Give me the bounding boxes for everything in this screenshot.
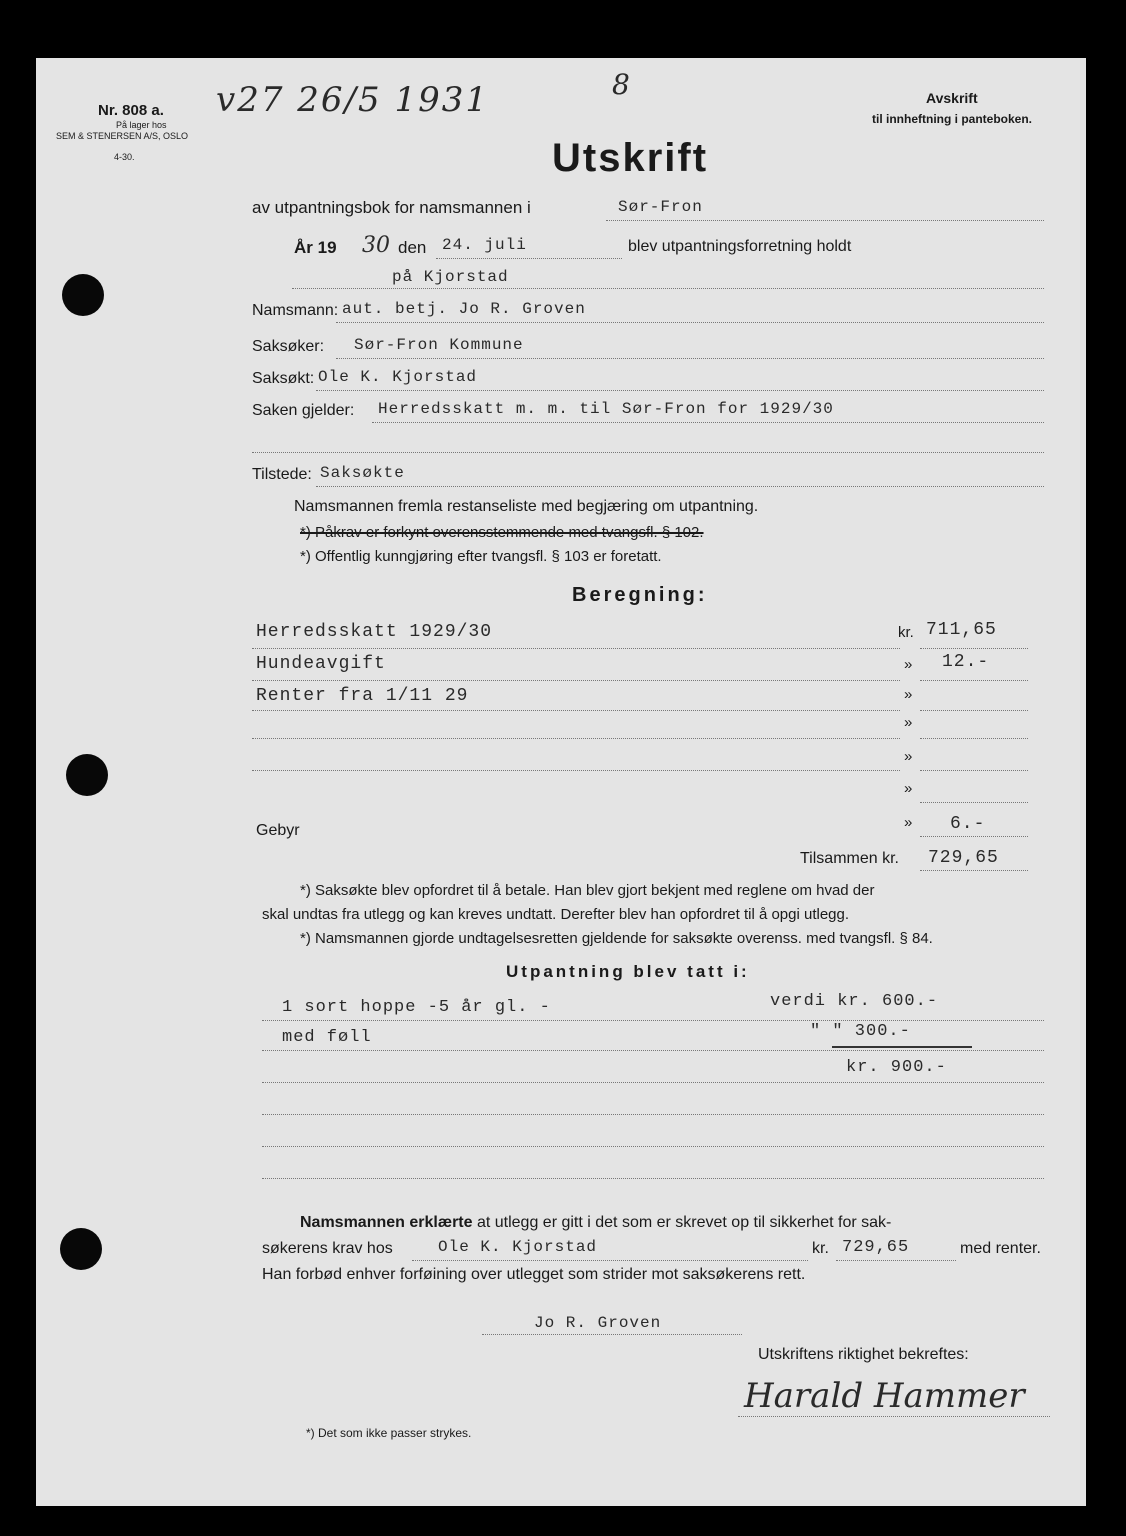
declaration-kr-label: kr. (812, 1240, 829, 1257)
declaration-amount: 729,65 (842, 1238, 910, 1257)
printer-line-3: 4-30. (114, 152, 135, 162)
punch-hole-bottom (60, 1228, 102, 1270)
printer-line-1: På lager hos (116, 120, 167, 130)
declaration-line-1 (300, 1214, 891, 1232)
date-suffix: blev utpantningsforretning holdt (628, 238, 852, 255)
avskrift-subtitle: til innheftning i panteboken. (872, 112, 1032, 126)
ditto-mark-1: » (904, 656, 913, 673)
punch-hole-top (62, 274, 104, 316)
namsmann-label: Namsmann: (252, 302, 339, 319)
saksokt-value: Ole K. Kjorstad (318, 368, 478, 386)
utpantning-item-2: med føll (282, 1028, 372, 1047)
note-line-3: *) Namsmannen gjorde undtagelsesretten gjeldende for saksøkte overenss. med tvangsfl. § 84. (300, 930, 933, 947)
statement-kunngjoring: *) Offentlig kunngjøring efter tvangsfl. § 103 er foretatt. (300, 548, 662, 565)
utpantning-item-1-value: verdi kr. 600.- (770, 992, 939, 1011)
intro-value: Sør-Fron (618, 198, 703, 216)
saksokt-label: Saksøkt: (252, 370, 315, 387)
den-label: den (398, 238, 427, 257)
tilstede-value: Saksøkte (320, 464, 405, 482)
place-value: på Kjorstad (392, 268, 509, 286)
date-value: 24. juli (442, 236, 527, 254)
declaration-line-2-pre: søkerens krav hos (262, 1240, 393, 1257)
namsmann-value: aut. betj. Jo R. Groven (342, 300, 586, 318)
item-hundeavgift: Hundeavgift (256, 654, 386, 674)
note-line-1: *) Saksøkte blev opfordret til å betale. Han blev gjort bekjent med reglene om hvad der (300, 882, 875, 899)
form-number: Nr. 808 a. (98, 102, 164, 119)
saken-label: Saken gjelder: (252, 402, 355, 419)
amount-hundeavgift: 12.- (942, 652, 990, 672)
total-label: Tilsammen kr. (800, 850, 899, 867)
gebyr-label: Gebyr (256, 822, 300, 839)
saksoker-value: Sør-Fron Kommune (354, 336, 524, 354)
certification-label: Utskriftens riktighet bekreftes: (758, 1346, 969, 1363)
note-line-2: skal undtas fra utlegg og kan kreves undtatt. Derefter blev han opfordret til å opgi utlegg. (262, 906, 850, 923)
year-value: 30 (362, 233, 390, 258)
declaration-line-1-rest: at utlegg er gitt i det som er skrevet op til sikkerhet for sak- (476, 1214, 892, 1231)
total-amount: 729,65 (928, 848, 999, 868)
ditto-mark-6: » (904, 814, 913, 831)
saken-value: Herredsskatt m. m. til Sør-Fron for 1929/30 (378, 400, 834, 418)
year-label: År 19 (294, 238, 337, 257)
handwritten-reference: v27 26/5 1931 (216, 80, 489, 120)
page-number: 8 (612, 68, 630, 101)
ditto-mark-2: » (904, 686, 913, 703)
statement-pakrav-struck: *) Påkrav er forkynt overensstemmende med tvangsfl. § 102. (300, 524, 704, 541)
declaration-debtor: Ole K. Kjorstad (438, 1238, 598, 1256)
currency-label: kr. (898, 624, 914, 641)
document-page (36, 58, 1086, 1506)
gebyr-amount: 6.- (950, 814, 986, 834)
item-herredsskatt: Herredsskatt 1929/30 (256, 622, 493, 642)
intro-label: av utpantningsbok for namsmannen i (252, 198, 531, 217)
saksoker-label: Saksøker: (252, 338, 325, 355)
printer-line-2: SEM & STENERSEN A/S, OSLO (56, 131, 189, 141)
beregning-heading: Beregning: (572, 584, 708, 606)
punch-hole-middle (66, 754, 108, 796)
amount-herredsskatt: 711,65 (926, 620, 997, 640)
avskrift-title: Avskrift (926, 90, 978, 106)
declaration-line-3: Han forbød enhver forføining over utlegget som strider mot saksøkerens rett. (262, 1266, 806, 1283)
utpantning-heading: Utpantning blev tatt i: (506, 962, 750, 981)
declaration-line-2-post: med renter. (960, 1240, 1041, 1257)
utpantning-sum: kr. 900.- (846, 1058, 947, 1077)
tilstede-label: Tilstede: (252, 466, 312, 483)
declaration-bold: Namsmannen erklærte (300, 1214, 473, 1231)
statement-restanseliste: Namsmannen fremla restanseliste med begjæring om utpantning. (294, 498, 759, 515)
utpantning-item-1: 1 sort hoppe -5 år gl. - (282, 998, 551, 1017)
typed-signature: Jo R. Groven (534, 1314, 662, 1332)
item-renter: Renter fra 1/11 29 (256, 686, 469, 706)
handwritten-signature: Harald Hammer (744, 1376, 1025, 1416)
ditto-mark-5: » (904, 780, 913, 797)
utpantning-item-2-value: " " 300.- (810, 1022, 911, 1041)
ditto-mark-4: » (904, 748, 913, 765)
ditto-mark-3: » (904, 714, 913, 731)
page-title: Utskrift (552, 136, 709, 180)
footnote: *) Det som ikke passer strykes. (306, 1426, 472, 1440)
